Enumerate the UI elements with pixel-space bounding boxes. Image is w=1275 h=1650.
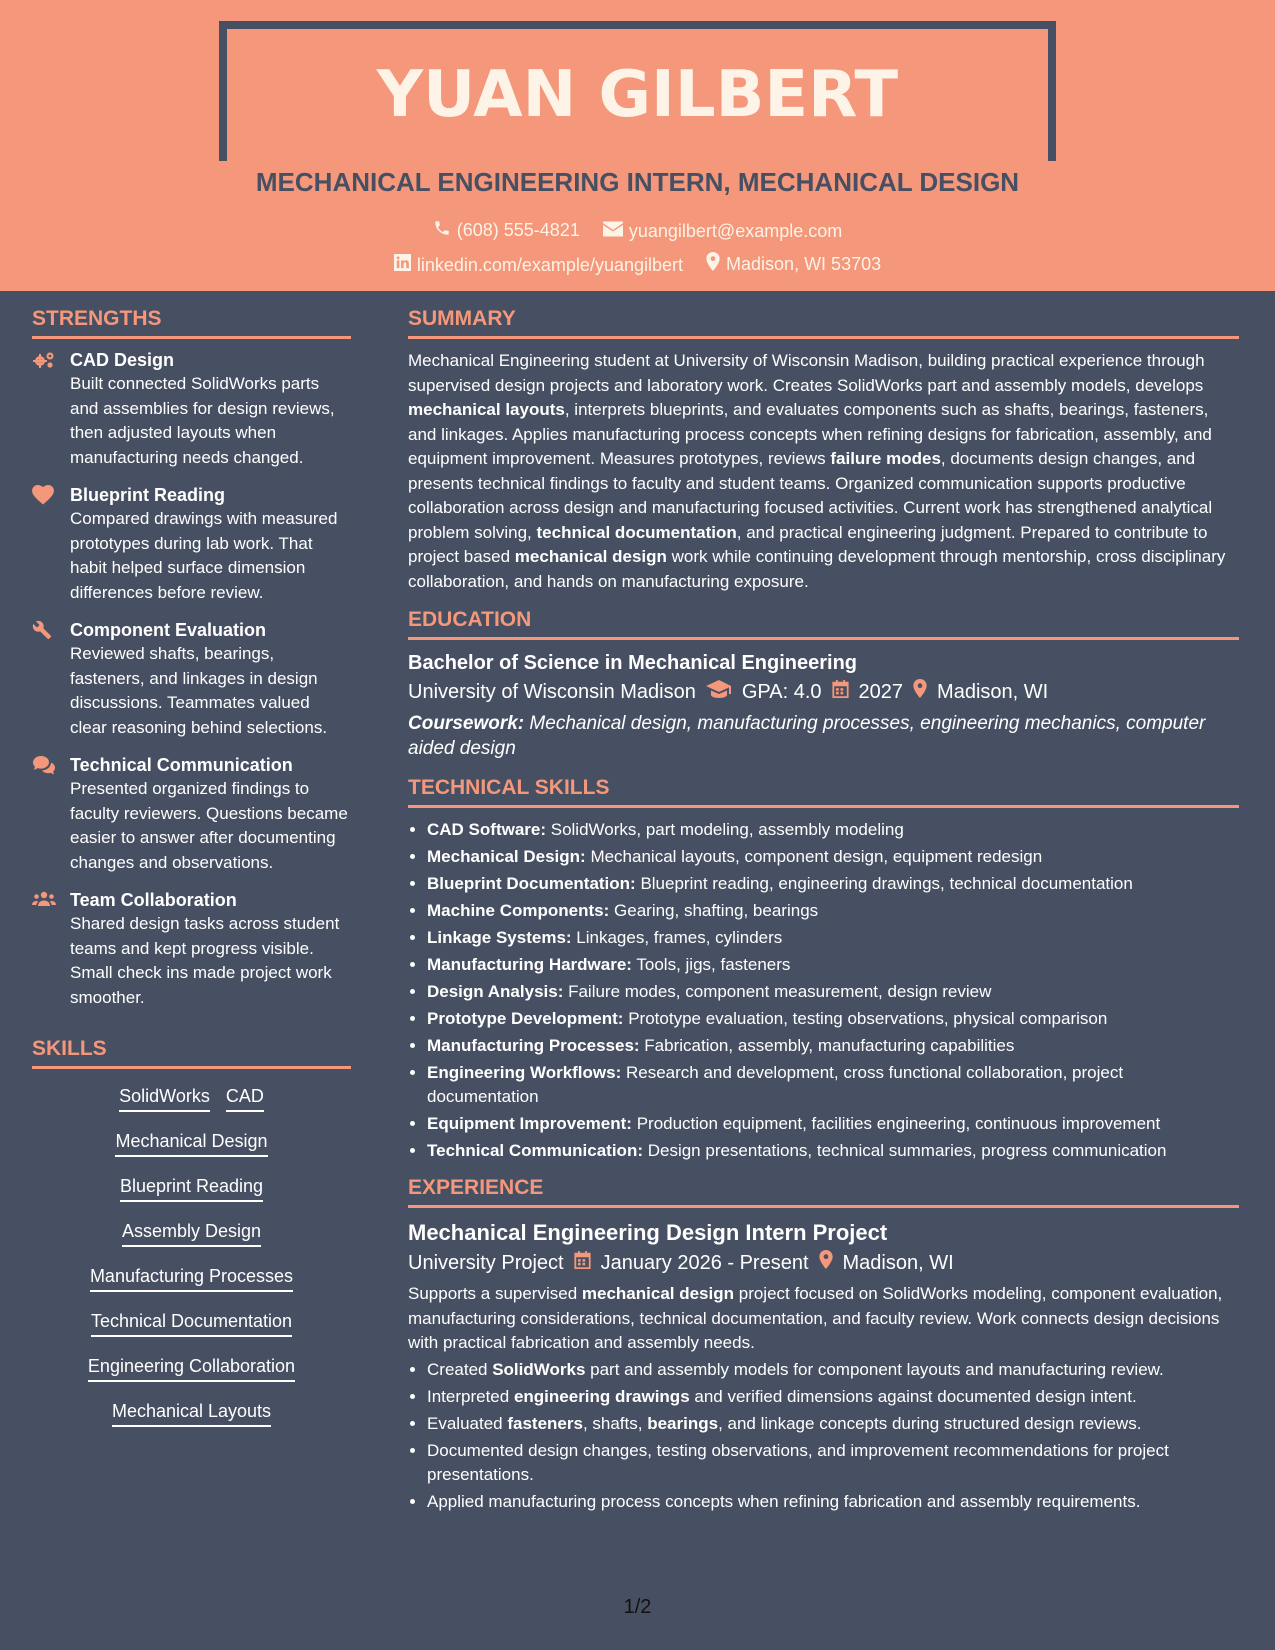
experience-heading: EXPERIENCE — [408, 1175, 1239, 1208]
right-column — [408, 306, 1239, 1517]
skill-tag: Assembly Design — [122, 1220, 261, 1247]
strength-title: CAD Design — [70, 350, 175, 370]
list-item — [427, 1490, 1239, 1514]
list-item — [427, 1061, 1239, 1109]
list-item — [427, 899, 1239, 923]
list-item — [427, 1112, 1239, 1136]
skill-value: Design presentations, technical summaries, progress communication — [643, 1141, 1167, 1160]
skill-value: Tools, jigs, fasteners — [631, 955, 791, 974]
skill-tag: SolidWorks — [119, 1085, 210, 1112]
calendar-icon — [574, 1248, 591, 1278]
skill-value: Blueprint reading, engineering drawings, technical documentation — [635, 874, 1133, 893]
left-column — [32, 306, 351, 1445]
bullet-keyword: bearings — [647, 1413, 719, 1433]
skill-label: Blueprint Documentation: — [427, 874, 636, 893]
technical-skills-heading: TECHNICAL SKILLS — [408, 775, 1239, 808]
users-icon — [32, 890, 56, 910]
summary-heading: SUMMARY — [408, 306, 1239, 339]
strength-title: Technical Communication — [70, 755, 293, 775]
bullet-part: Evaluated — [427, 1413, 508, 1433]
skill-value: Research and development, cross functional collaboration, project documentation — [427, 1063, 1124, 1106]
summary-text — [408, 349, 1239, 594]
skill-label: Engineering Workflows: — [427, 1063, 622, 1082]
skill-label: CAD Software: — [427, 820, 547, 839]
summary-keyword: failure modes — [830, 449, 941, 468]
contact-row-1 — [0, 219, 1275, 242]
bullet-part: part and assembly models for component layouts and manufacturing review. — [585, 1359, 1164, 1379]
summary-part: , and practical engineering judgment. Prepared to contribute to project based — [408, 522, 1208, 566]
location-contact — [706, 252, 881, 276]
skill-label: Linkage Systems: — [427, 928, 572, 947]
list-item — [427, 1007, 1239, 1031]
skill-label: Design Analysis: — [427, 982, 564, 1001]
contact-row-2 — [0, 252, 1275, 276]
strength-item — [32, 754, 351, 875]
strength-title: Component Evaluation — [70, 620, 267, 640]
phone-text: (608) 555-4821 — [456, 220, 580, 240]
strength-desc: Reviewed shafts, bearings, fasteners, and linkages in design discussions. Teammates valued clear reasoning behind selections. — [70, 644, 328, 737]
degree-title: Bachelor of Science in Mechanical Engineering — [408, 652, 858, 674]
email-text: yuangilbert@example.com — [628, 221, 843, 241]
coursework-list: Mechanical design, manufacturing processes, engineering mechanics, computer aided design — [408, 713, 1206, 759]
coursework-label: Coursework: — [408, 713, 525, 734]
summary-part: , interprets blueprints, and evaluates components such as shafts, bearings, fasteners, and linkages. Applies manufacturing process concepts when refining designs for fabrication, assembly, and equipment improvement. Measures prototypes, reviews — [408, 400, 1212, 468]
school-location: Madison, WI — [937, 681, 1049, 703]
skill-value: SolidWorks, part modeling, assembly modeling — [546, 820, 904, 839]
email-contact[interactable] — [603, 221, 842, 242]
map-pin-icon — [819, 1248, 833, 1278]
bullet-part: , shafts, — [582, 1413, 648, 1433]
skill-value: Failure modes, component measurement, design review — [563, 982, 992, 1001]
graduation-cap-icon — [706, 677, 732, 707]
strength-item — [32, 619, 351, 740]
skill-tag: Manufacturing Processes — [90, 1265, 293, 1292]
skill-value: Mechanical layouts, component design, equipment redesign — [585, 847, 1043, 866]
heart-icon — [32, 485, 56, 505]
list-item — [427, 980, 1239, 1004]
candidate-role: MECHANICAL ENGINEERING INTERN, MECHANICAL DESIGN — [255, 167, 1020, 197]
skill-tag: CAD — [226, 1085, 264, 1112]
bullet-part: Created — [427, 1359, 493, 1379]
strengths-heading: STRENGTHS — [32, 306, 351, 339]
bullet-part: and verified dimensions against documented design intent. — [689, 1386, 1137, 1406]
phone-contact — [433, 219, 580, 242]
skill-value: Linkages, frames, cylinders — [571, 928, 783, 947]
skill-value: Gearing, shafting, bearings — [609, 901, 819, 920]
list-item — [427, 1412, 1239, 1436]
linkedin-contact[interactable] — [394, 254, 683, 276]
strength-desc: Built connected SolidWorks parts and assemblies for design reviews, then adjusted layouts when manufacturing needs changed. — [70, 374, 335, 467]
list-item — [427, 1358, 1239, 1382]
coursework — [408, 711, 1239, 761]
skill-tag: Engineering Collaboration — [88, 1355, 295, 1382]
bullet-part: Documented design changes, testing observations, and improvement recommendations for project presentations. — [427, 1440, 1169, 1484]
phone-icon — [433, 219, 451, 242]
list-item — [427, 818, 1239, 842]
list-item — [427, 953, 1239, 977]
skill-label: Manufacturing Hardware: — [427, 955, 632, 974]
desc-part: project focused on SolidWorks modeling, component evaluation, manufacturing considerations, technical documentation, and faculty review. Work connects design decisions with practical fabrication and assembly needs. — [408, 1284, 1223, 1352]
skill-tag: Technical Documentation — [91, 1310, 292, 1337]
job-location: Madison, WI — [842, 1252, 954, 1274]
desc-keyword: mechanical design — [581, 1284, 735, 1303]
strength-desc: Shared design tasks across student teams and kept progress visible. Small check ins made project work smoother. — [70, 914, 340, 1007]
calendar-icon — [832, 677, 849, 707]
skill-label: Prototype Development: — [427, 1009, 624, 1028]
strength-title: Team Collaboration — [70, 890, 237, 910]
education-meta — [408, 677, 1239, 707]
summary-keyword: technical documentation — [536, 522, 737, 542]
page-number: 1/2 — [623, 1596, 652, 1618]
bullet-keyword: fasteners — [507, 1413, 583, 1433]
strength-item — [32, 349, 351, 470]
wrench-icon — [32, 620, 56, 640]
skill-label: Machine Components: — [427, 901, 610, 920]
skills-tag-list — [32, 1079, 351, 1445]
education-heading: EDUCATION — [408, 607, 1239, 640]
list-item — [427, 1034, 1239, 1058]
desc-part: Supports a supervised — [408, 1284, 582, 1303]
list-item — [427, 1439, 1239, 1487]
technical-skills-list — [408, 818, 1239, 1163]
skill-label: Mechanical Design: — [427, 847, 586, 866]
strength-desc: Presented organized findings to faculty reviewers. Questions became easier to answer after documenting changes and observations. — [70, 779, 348, 872]
school-name: University of Wisconsin Madison — [408, 681, 696, 703]
linkedin-icon — [394, 254, 411, 276]
map-pin-icon — [706, 252, 720, 276]
bullet-keyword: SolidWorks — [492, 1359, 586, 1379]
linkedin-text: linkedin.com/example/yuangilbert — [416, 254, 684, 275]
summary-part: , documents design changes, and presents technical findings to faculty and student teams. Organized communication supports productive collaboration across design and manufacturing focused activities. Current work has strengthened analytical problem solving, — [408, 449, 1213, 542]
location-text: Madison, WI 53703 — [726, 253, 882, 274]
candidate-name: YUAN GILBERT — [376, 58, 899, 132]
strength-title: Blueprint Reading — [70, 485, 226, 505]
skill-tag: Blueprint Reading — [120, 1175, 263, 1202]
summary-keyword: mechanical design — [514, 547, 667, 566]
list-item — [427, 1385, 1239, 1409]
map-pin-icon — [913, 677, 927, 707]
skill-label: Manufacturing Processes: — [427, 1036, 640, 1055]
skill-value: Prototype evaluation, testing observations, physical comparison — [623, 1009, 1108, 1028]
job-org: University Project — [408, 1252, 564, 1274]
skill-label: Technical Communication: — [427, 1141, 643, 1160]
summary-keyword: mechanical layouts — [408, 400, 565, 419]
experience-bullets — [408, 1358, 1239, 1514]
list-item — [427, 926, 1239, 950]
list-item — [427, 872, 1239, 896]
skill-tag: Mechanical Design — [115, 1130, 267, 1157]
bullet-part: Interpreted — [427, 1386, 514, 1406]
skill-tag: Mechanical Layouts — [112, 1400, 271, 1427]
graduation-year: 2027 — [858, 681, 904, 703]
list-item — [427, 845, 1239, 869]
bullet-part: Applied manufacturing process concepts when refining fabrication and assembly requirements. — [427, 1491, 1141, 1511]
strength-item — [32, 484, 351, 605]
bullet-keyword: engineering drawings — [513, 1386, 690, 1406]
skills-heading: SKILLS — [32, 1036, 351, 1069]
list-item — [427, 1139, 1239, 1163]
bullet-part: , and linkage concepts during structured design reviews. — [718, 1413, 1142, 1433]
strength-desc: Compared drawings with measured prototypes during lab work. That habit helped surface dimension differences before review. — [70, 509, 338, 602]
comments-icon — [32, 755, 56, 775]
summary-part: Mechanical Engineering student at University of Wisconsin Madison, building practical experience through supervised design projects and laboratory work. Creates SolidWorks part and assembly models, develops — [408, 351, 1205, 395]
job-dates: January 2026 - Present — [600, 1252, 809, 1274]
gpa-text: GPA: 4.0 — [741, 681, 822, 703]
job-meta — [408, 1248, 1239, 1278]
header-banner — [0, 0, 1275, 291]
summary-part: work while continuing development through mentorship, cross disciplinary collaboration, and hands on manufacturing exposure. — [408, 547, 1226, 591]
job-description — [408, 1282, 1239, 1356]
job-title: Mechanical Engineering Design Intern Project — [408, 1220, 888, 1245]
gears-icon — [32, 350, 56, 370]
skill-value: Production equipment, facilities engineering, continuous improvement — [631, 1114, 1161, 1133]
envelope-icon — [603, 221, 623, 242]
skill-label: Equipment Improvement: — [427, 1114, 632, 1133]
strength-item — [32, 889, 351, 1010]
skill-value: Fabrication, assembly, manufacturing capabilities — [639, 1036, 1015, 1055]
